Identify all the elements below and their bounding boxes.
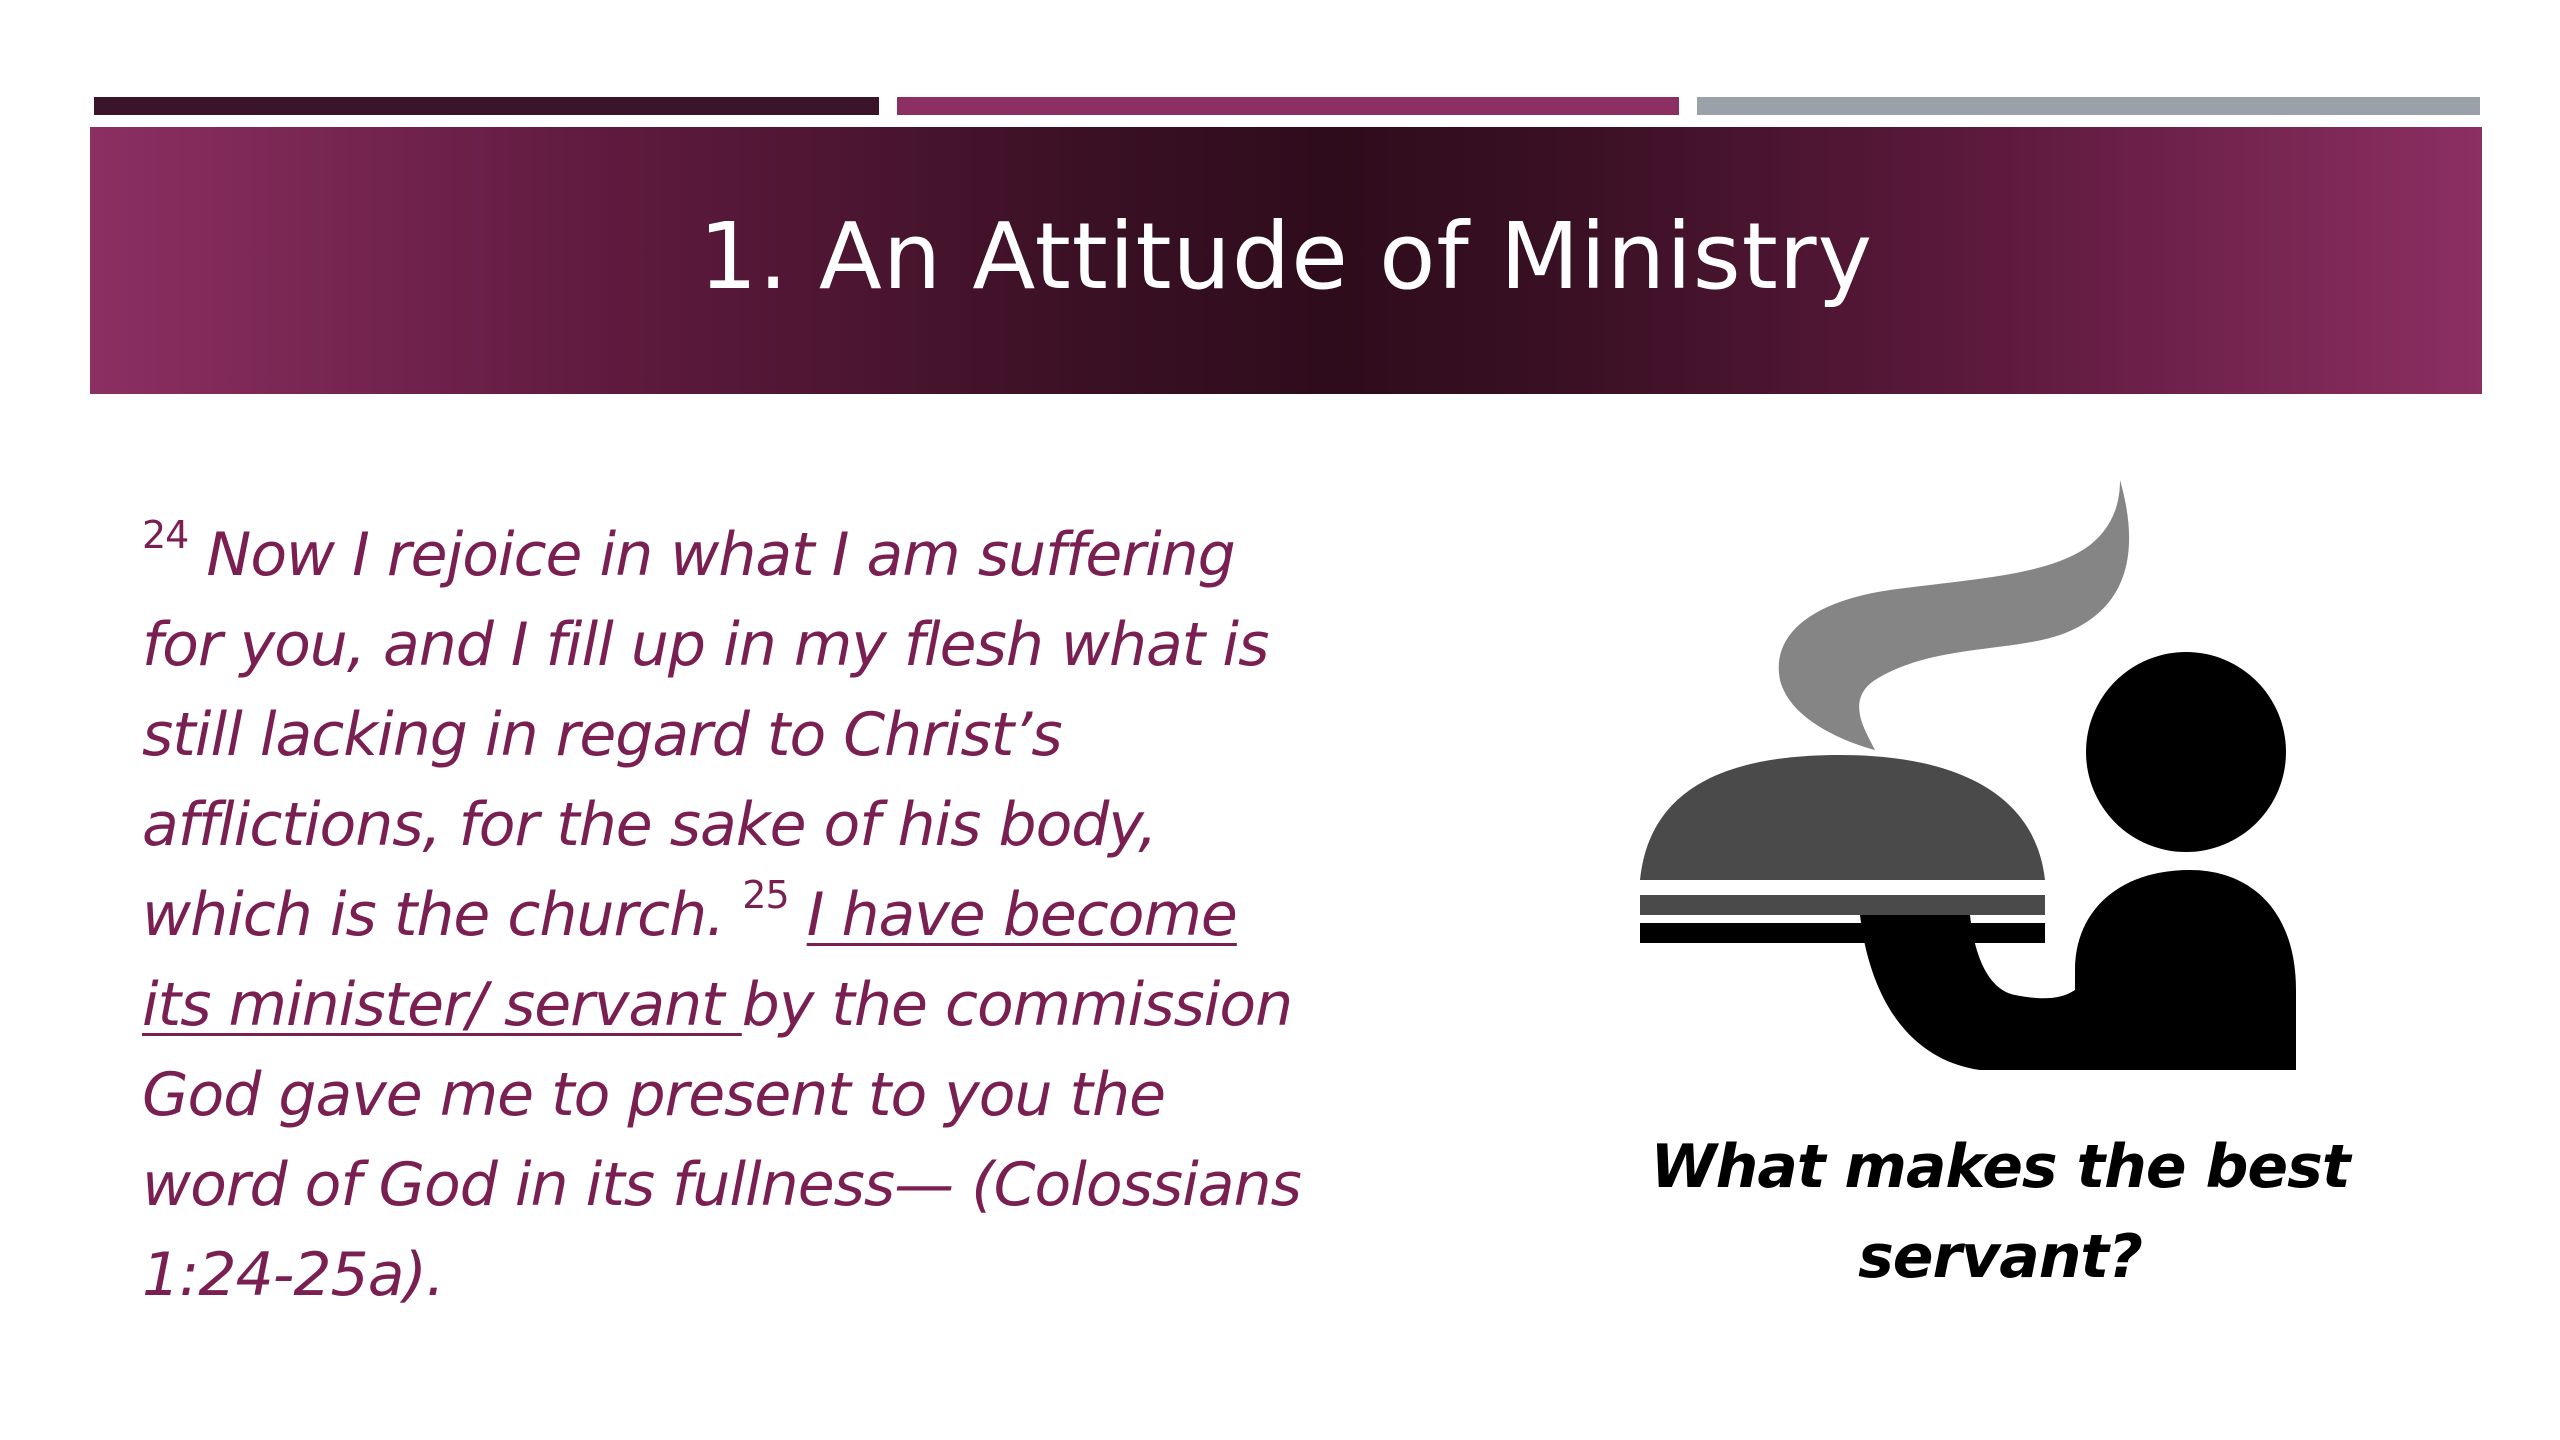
cloche-dome [1640, 755, 2045, 880]
scripture-passage [142, 510, 1322, 1320]
accent-bar-magenta [897, 97, 1679, 115]
slide-title: 1. An Attitude of Ministry [698, 203, 1874, 310]
title-banner [90, 127, 2482, 394]
verse-25-text: by the commission God gave me to present to you the word of God in its fullness— (Colossians 1:24-25a). [142, 970, 1301, 1310]
verse-25-underlined-text: I have become its minister/ servant [142, 880, 1237, 1040]
illustration-caption: What makes the best servant? [1650, 1132, 2350, 1292]
accent-bar-dark [94, 97, 879, 115]
verse-24-number: 24 [142, 513, 189, 557]
head-shape [2086, 652, 2286, 852]
verse-24-text: Now I rejoice in what I am suffering for you, and I fill up in my flesh what is still lacking in regard to Christ’s afflictions, for the sake of his body, which is the church. [142, 520, 1269, 950]
steam-shape [1779, 480, 2129, 750]
verse-25-number: 25 [742, 873, 789, 917]
waiter-serving-tray-icon [1630, 480, 2310, 1080]
accent-bar-gray [1697, 97, 2480, 115]
tray-bottom [1640, 923, 2045, 943]
tray-top [1640, 895, 2045, 915]
